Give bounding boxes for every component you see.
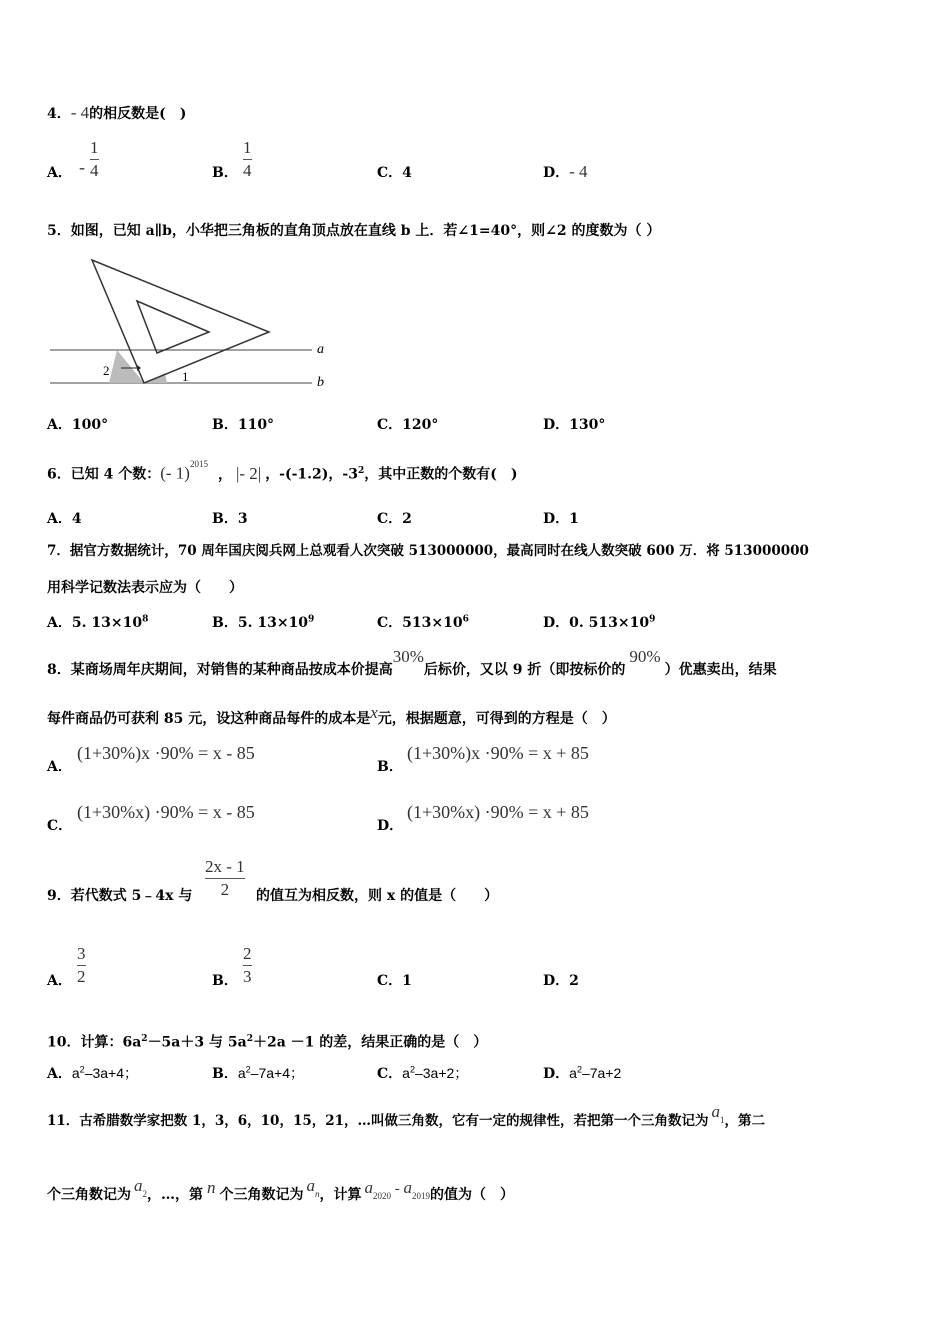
fraction-denominator: 2 [77,967,86,986]
q7-option-a: A．5. $13\times 10^8$ [47,614,149,631]
q5-figure [47,255,337,390]
q5-option-a: A．100° [47,417,109,433]
q8-stem-line2: 每件商品仍可获利 85 元，设这种商品每件的成本是x元，根据题意，可得到的方程是（ ） [47,703,616,727]
q6-option-b: B．3 [212,511,248,527]
q7-option-c: C．$513\times 10^6$ [377,614,469,631]
label-2: 2 [103,363,110,378]
q11-stem-line2: 个三角数记为 $a_2$，…，第 n 个三角数记为 $a_n$，计算 $a_{2020} - a_{2019}$的值为（ ） [47,1176,514,1203]
q6-option-d: D．1 [543,511,579,527]
q9-stem-part2: 的值互为相反数，则 x 的值是（ ） [256,888,499,904]
q4-option-d: D．- 4 [543,162,588,181]
q7-stem-line2: 用科学记数法表示应为（ ） [47,580,243,596]
q9-option-b-fraction [243,944,252,987]
q11-stem-line1: 11．古希腊数学家把数 1，3，6，10，15，21，…叫做三角数，它有一定的规律性，若把第一个三角数记为 $a_1$，第二 [47,1102,766,1129]
q6-option-a: A．4 [47,511,82,527]
q4-option-c: C．4 [377,165,412,181]
fraction-denominator: 4 [243,161,252,180]
q8-option-d-letter: D． [377,818,404,834]
q8-option-c-equation: (1+30%x) ·90% = x - 85 [77,802,255,822]
q5-option-b: B．110° [212,417,275,433]
q9-option-d: D．2 [543,973,579,989]
label-a: a [317,342,324,357]
q6-stem: 6．已知 4 个数：(- 1)$^{2015}$， |- 2| ，-(-1.2)，$-3^2$，其中正数的个数有( ) [47,459,518,483]
fraction-numerator: 1 [90,138,99,157]
q8-option-c-letter: C． [47,818,73,834]
q9-stem-part1: 9．若代数式 5﹣4x 与 [47,888,193,904]
q4-option-b-letter: B． [212,165,238,181]
q4-option-a-letter: A． [47,165,72,181]
label-1: 1 [182,369,189,384]
q4-option-b-fraction [243,138,252,181]
q10-option-b: B．$a^2-7a+4$； [212,1064,304,1082]
fraction-numerator: 1 [243,138,252,157]
set-square-inner [137,301,209,353]
q10-option-a: A．$a^2-3a+4$； [47,1064,139,1082]
label-b: b [317,375,324,390]
q5-option-d: D．130° [543,417,606,433]
q4-option-a-fraction [90,138,99,181]
q8-stem-line1: 8．某商场周年庆期间，对销售的某种商品按成本价提高30%后标价，又以 9 折（即按标价的90%）优惠卖出，结果 [47,647,777,678]
q7-option-b: B．5. $13\times 10^9$ [212,614,315,631]
fraction-denominator: 4 [90,161,99,180]
q9-option-b-letter: B． [212,973,238,989]
q10-option-c: C．$a^2-3a+2$； [377,1064,469,1082]
fraction-numerator: 3 [77,944,86,963]
fraction-denominator: 2 [220,880,230,899]
q9-fraction [205,857,245,900]
q8-option-a-equation: (1+30%)x ·90% = x - 85 [77,743,255,763]
q4-option-a-sign: - [79,157,85,177]
fraction-numerator: 2x - 1 [205,857,245,876]
q7-option-d: D．0. $513\times 10^9$ [543,614,656,631]
q9-option-a-fraction [77,944,86,987]
fraction-numerator: 2 [243,944,252,963]
q6-option-c: C．2 [377,511,412,527]
q8-option-a-letter: A． [47,759,72,775]
q5-option-c: C．120° [377,417,439,433]
q4-stem: 4．- 4的相反数是( ) [47,103,187,122]
q9-option-c: C．1 [377,973,412,989]
q8-option-b-equation: (1+30%)x ·90% = x + 85 [407,743,589,763]
q8-option-d-equation: (1+30%x) ·90% = x + 85 [407,802,589,822]
q9-option-a-letter: A． [47,973,72,989]
fraction-denominator: 3 [243,967,252,986]
q5-stem: 5．如图，已知 a∥b，小华把三角板的直角顶点放在直线 b 上．若∠1=40°，则∠2 的度数为（ ） [47,223,661,239]
q10-stem: 10．计算：$6a^2-5a+3$ 与 $5a^2+2a -1$ 的差，结果正确的是（ ） [47,1034,488,1051]
q10-option-d: D．$a^2-7a+2$ [543,1064,622,1082]
q8-option-b-letter: B． [377,759,403,775]
q7-stem-line1: 7．据官方数据统计，70 周年国庆阅兵网上总观看人次突破 513000000，最高同时在线人数突破 600 万．将 513000000 [47,543,809,559]
